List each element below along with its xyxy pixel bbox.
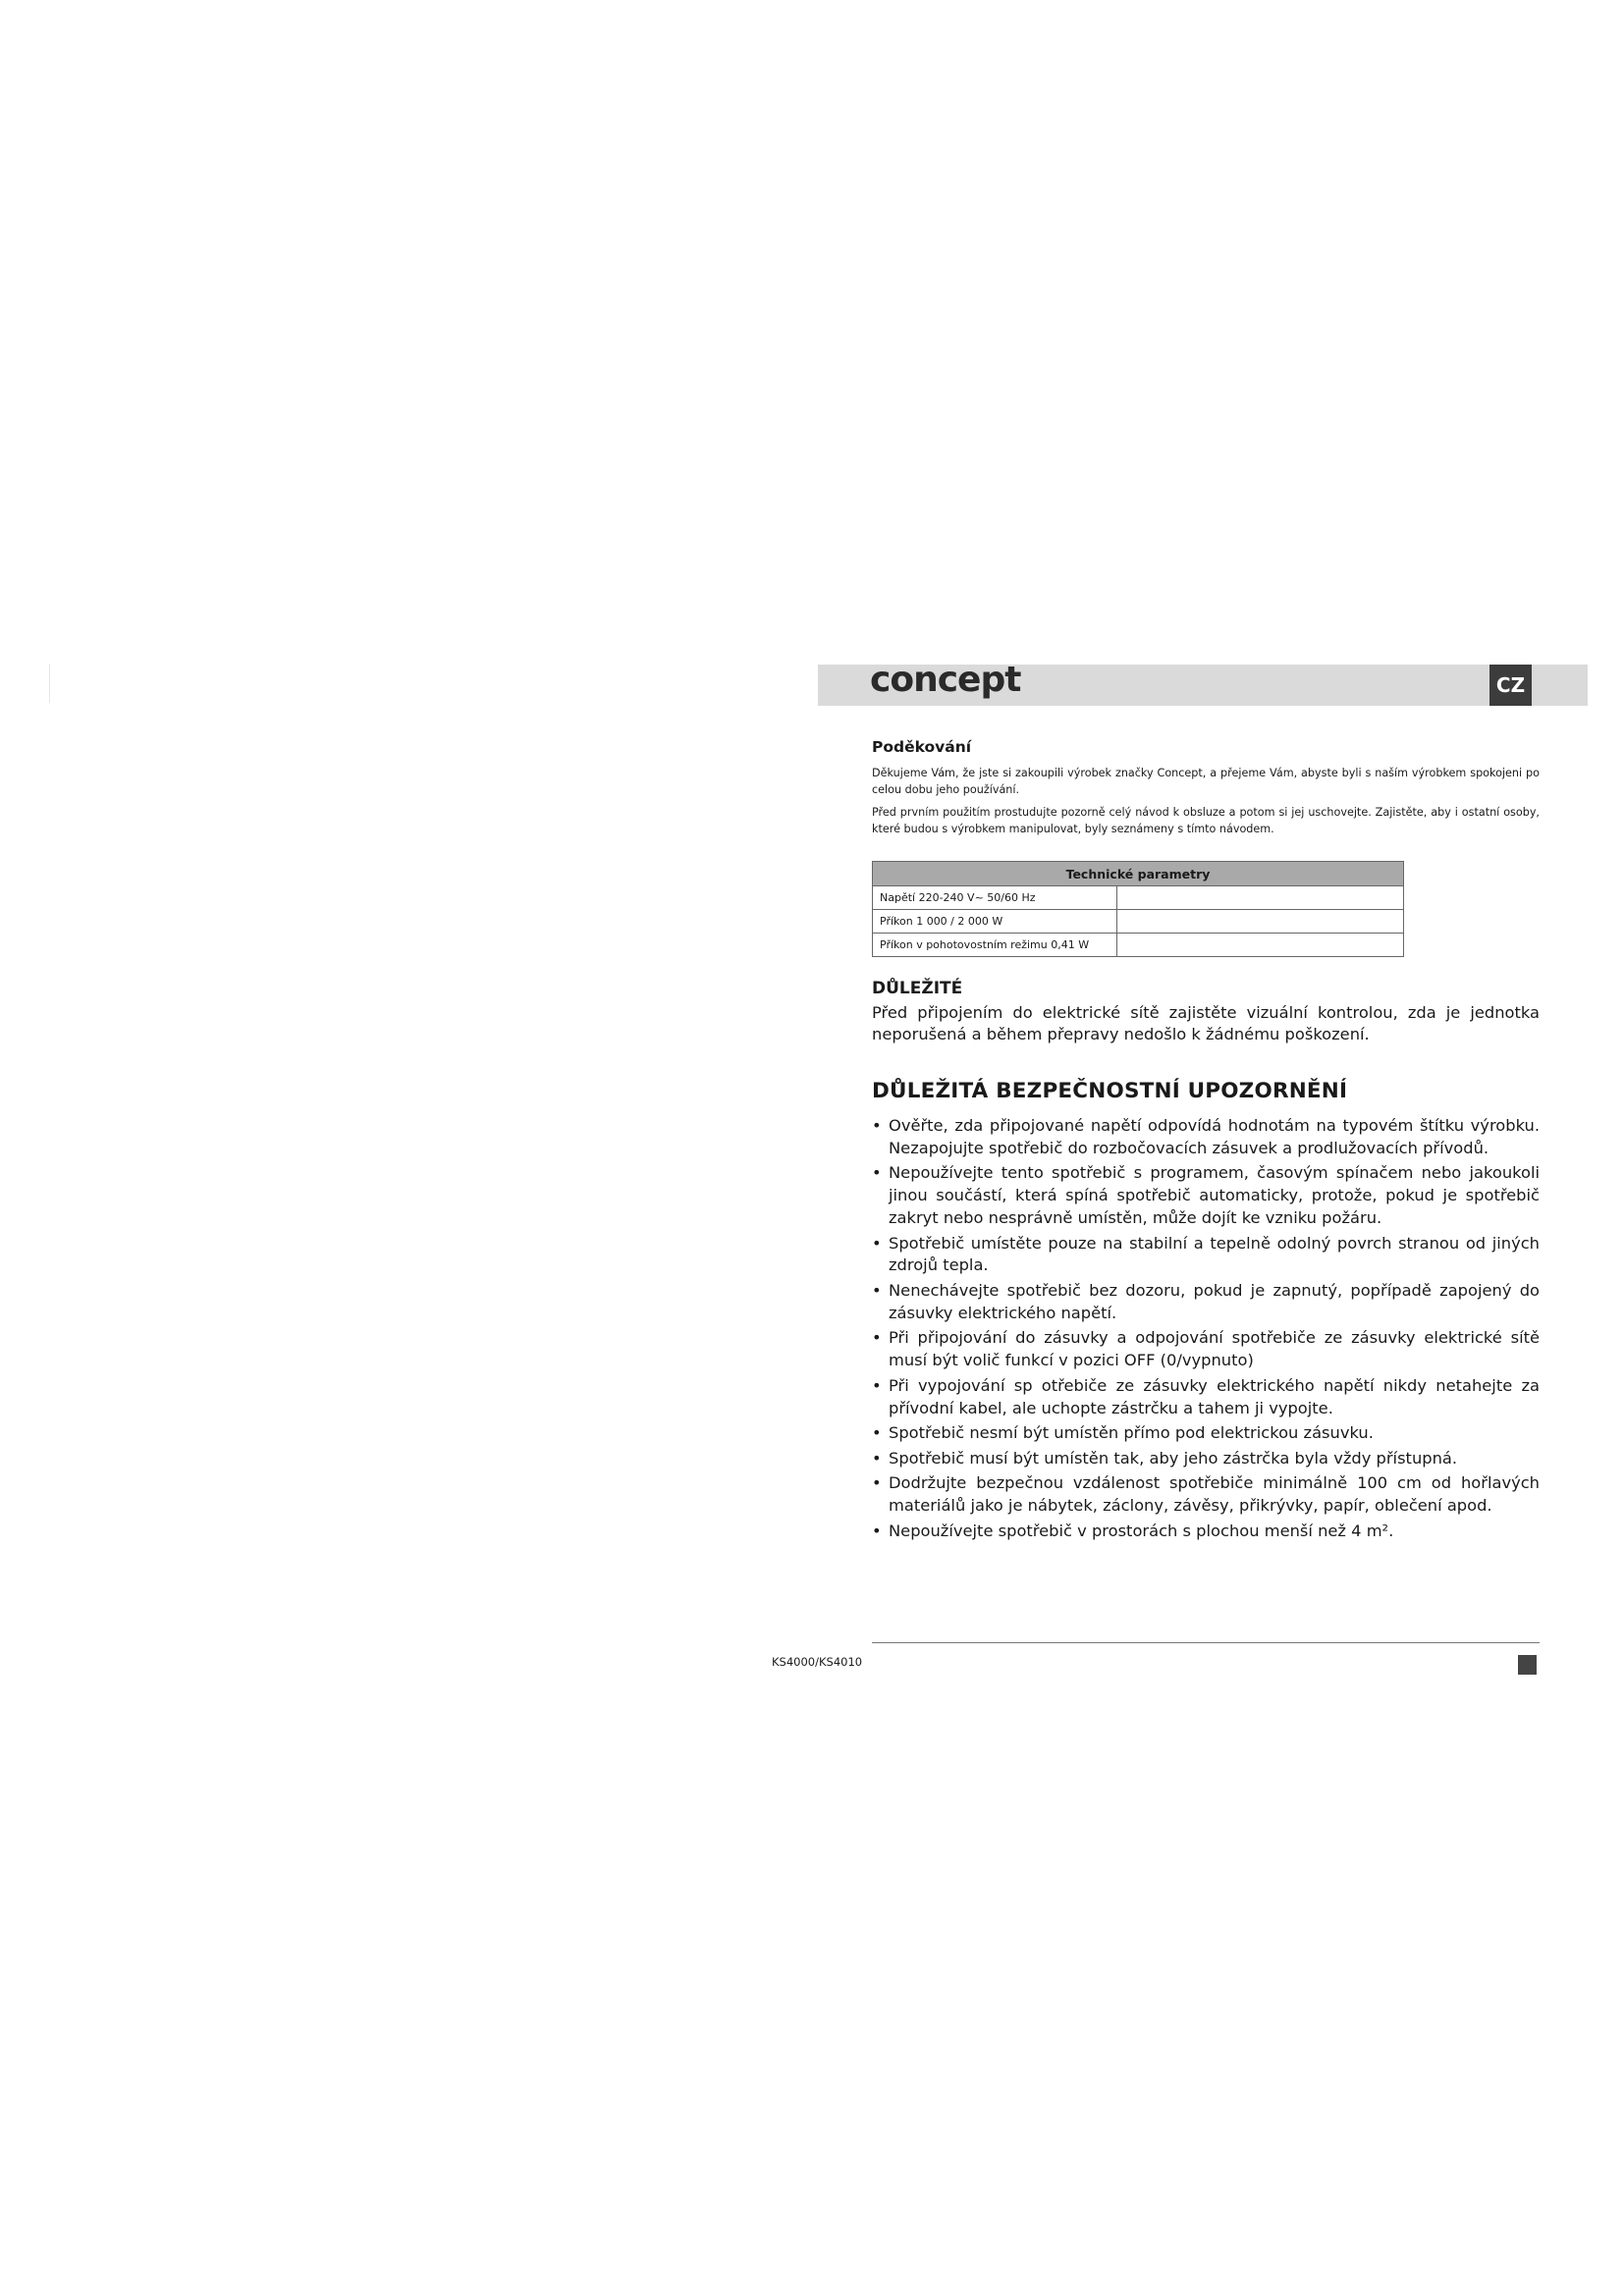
list-item: [872, 1327, 1540, 1372]
list-item-text: Spotřebič nesmí být umístěn přímo pod elektrickou zásuvku.: [889, 1423, 1374, 1443]
table-cell: Napětí 220-240 V~ 50/60 Hz: [873, 886, 1117, 910]
table-cell: Příkon v pohotovostním režimu 0,41 W: [873, 934, 1117, 957]
table-row: [873, 910, 1404, 934]
thanks-paragraph: Před prvním použitím prostudujte pozorně celý návod k obsluze a potom si jej uschovejte. Zajistěte, aby i ostatní osoby, které budou s výrobkem manipulovat, byly seznámeny s tímto návodem.: [872, 806, 1540, 835]
list-item-text: Nenechávejte spotřebič bez dozoru, pokud je zapnutý, popřípadě zapojený do zásuvky elektrického napětí.: [889, 1280, 1540, 1322]
list-item: [872, 1422, 1540, 1445]
footer-divider: [872, 1642, 1540, 1643]
table-header: Technické parametry: [873, 862, 1404, 886]
table-cell: Příkon 1 000 / 2 000 W: [873, 910, 1117, 934]
important-text: Před připojením do elektrické sítě zajistěte vizuální kontrolou, zda je jednotka neporušená a během přepravy nedošlo k žádnému poškození.: [872, 1003, 1540, 1043]
table-row: [873, 886, 1404, 910]
bullet-icon: •: [872, 1328, 882, 1348]
important-title: DŮLEŽITÉ: [872, 979, 963, 998]
table-cell-empty: [1117, 934, 1404, 957]
bullet-icon: •: [872, 1448, 882, 1468]
table-row: [873, 934, 1404, 957]
safety-list: [872, 1115, 1540, 1543]
bullet-icon: •: [872, 1280, 882, 1300]
tech-params-table: [872, 861, 1404, 957]
page-content: [872, 738, 1540, 1545]
page-edge-mark: [49, 664, 50, 703]
bullet-icon: •: [872, 1521, 882, 1540]
brand-logo: concept: [870, 660, 1021, 700]
table-cell-empty: [1117, 910, 1404, 934]
table-header-row: [873, 862, 1404, 886]
list-item: [872, 1521, 1540, 1543]
thanks-paragraph: Děkujeme Vám, že jste si zakoupili výrobek značky Concept, a přejeme Vám, abyste byli s naším výrobkem spokojeni po celou dobu jeho používání.: [872, 767, 1540, 796]
bullet-icon: •: [872, 1473, 882, 1493]
bullet-icon: •: [872, 1233, 882, 1253]
page-marker: [1518, 1655, 1537, 1675]
safety-title: DŮLEŽITÁ BEZPEČNOSTNÍ UPOZORNĚNÍ: [872, 1079, 1348, 1103]
list-item-text: Ověřte, zda připojované napětí odpovídá hodnotám na typovém štítku výrobku. Nezapojujte spotřebič do rozbočovacích zásuvek a prodlužovacích přívodů.: [889, 1116, 1540, 1157]
list-item-text: Nepoužívejte tento spotřebič s programem, časovým spínačem nebo jakoukoli jinou součástí, která spíná spotřebič automaticky, protože, pokud je spotřebič zakryt nebo nesprávně umístěn, může dojít ke vzniku požáru.: [889, 1163, 1540, 1227]
table-cell-empty: [1117, 886, 1404, 910]
language-badge: CZ: [1489, 665, 1532, 706]
list-item-text: Spotřebič umístěte pouze na stabilní a tepelně odolný povrch stranou od jiných zdrojů tepla.: [889, 1233, 1540, 1275]
thanks-title: Poděkování: [872, 738, 972, 756]
list-item-text: Nepoužívejte spotřebič v prostorách s plochou menší než 4 m².: [889, 1521, 1394, 1540]
bullet-icon: •: [872, 1116, 882, 1135]
model-code: KS4000/KS4010: [772, 1655, 863, 1669]
list-item-text: Při připojování do zásuvky a odpojování spotřebiče ze zásuvky elektrické sítě musí být volič funkcí v pozici OFF (0/vypnuto): [889, 1328, 1540, 1370]
list-item-text: Při vypojování sp otřebiče ze zásuvky elektrického napětí nikdy netahejte za přívodní kabel, ale uchopte zástrčku a tahem ji vypojte.: [889, 1375, 1540, 1417]
list-item: [872, 1162, 1540, 1229]
list-item: [872, 1448, 1540, 1470]
list-item-text: Spotřebič musí být umístěn tak, aby jeho zástrčka byla vždy přístupná.: [889, 1448, 1458, 1468]
bullet-icon: •: [872, 1163, 882, 1183]
list-item: [872, 1472, 1540, 1518]
list-item: [872, 1233, 1540, 1278]
list-item: [872, 1280, 1540, 1325]
list-item: [872, 1375, 1540, 1420]
list-item-text: Dodržujte bezpečnou vzdálenost spotřebiče minimálně 100 cm od hořlavých materiálů jako je nábytek, záclony, závěsy, přikrývky, papír, oblečení apod.: [889, 1473, 1540, 1516]
bullet-icon: •: [872, 1423, 882, 1443]
list-item: [872, 1115, 1540, 1160]
bullet-icon: •: [872, 1375, 882, 1395]
